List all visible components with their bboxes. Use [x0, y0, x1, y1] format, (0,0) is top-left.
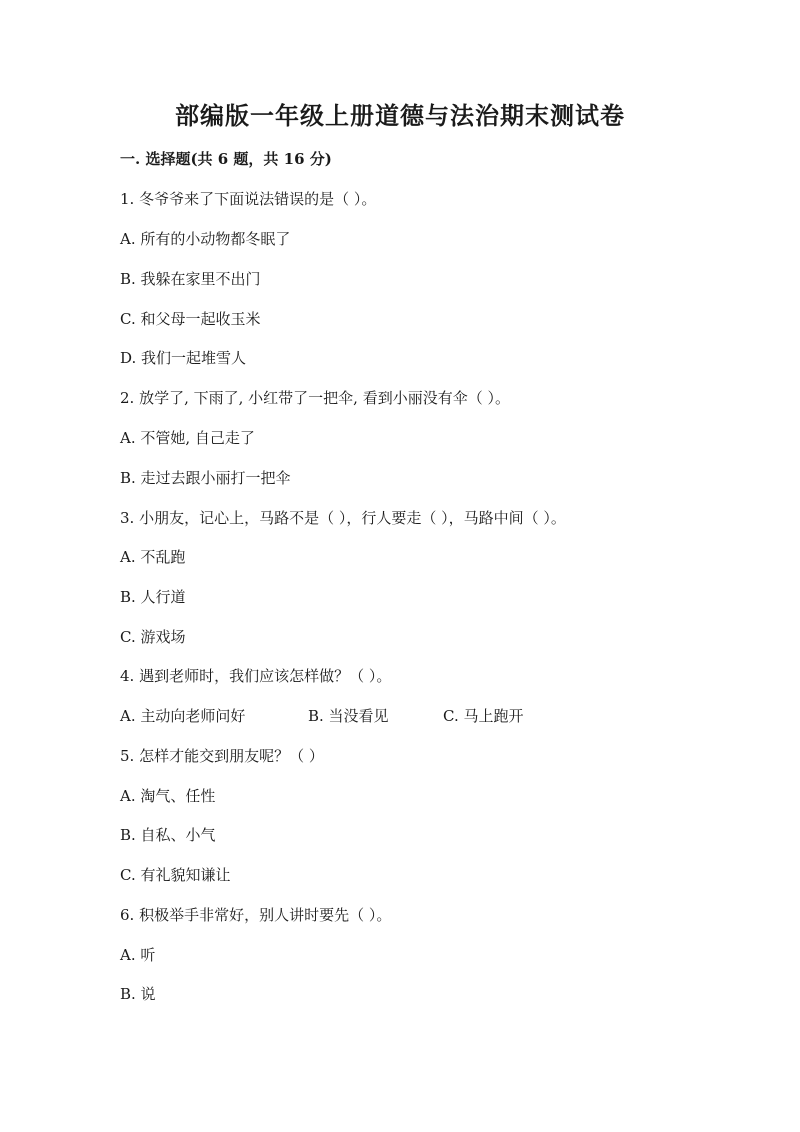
question-3-option-a: A. 不乱跑 [120, 548, 186, 566]
question-5-stem: 5. 怎样才能交到朋友呢？（ ） [120, 747, 324, 765]
question-1-option-a: A. 所有的小动物都冬眠了 [120, 230, 291, 248]
question-2-stem: 2. 放学了, 下雨了, 小红带了一把伞, 看到小丽没有伞（ ）。 [120, 389, 510, 407]
question-4-stem: 4. 遇到老师时，我们应该怎样做？（ ）。 [120, 667, 392, 685]
question-1-stem: 1. 冬爷爷来了下面说法错误的是（ ）。 [120, 190, 377, 208]
question-6-option-a: A. 听 [120, 946, 156, 964]
question-4-option-c: C. 马上跑开 [443, 707, 524, 725]
question-3-stem: 3. 小朋友，记心上，马路不是（ ），行人要走（ ），马路中间（ ）。 [120, 509, 566, 527]
question-3-option-b: B. 人行道 [120, 588, 186, 606]
page-title: 部编版一年级上册道德与法治期末测试卷 [175, 101, 625, 130]
question-2-option-b: B. 走过去跟小丽打一把伞 [120, 469, 291, 487]
question-5-option-a: A. 淘气、任性 [120, 787, 216, 805]
question-4-option-b: B. 当没看见 [308, 707, 389, 725]
question-1-option-d: D. 我们一起堆雪人 [120, 349, 247, 367]
question-3-option-c: C. 游戏场 [120, 628, 186, 646]
question-5-option-c: C. 有礼貌知谦让 [120, 866, 231, 884]
question-5-option-b: B. 自私、小气 [120, 826, 216, 844]
question-6-stem: 6. 积极举手非常好，别人讲时要先（ ）。 [120, 906, 392, 924]
question-1-option-b: B. 我躲在家里不出门 [120, 270, 261, 288]
section-heading: 一. 选择题(共 6 题，共 16 分) [120, 150, 332, 168]
question-4-option-a: A. 主动向老师问好 [120, 707, 246, 725]
question-1-option-c: C. 和父母一起收玉米 [120, 310, 261, 328]
question-6-option-b: B. 说 [120, 985, 156, 1003]
question-2-option-a: A. 不管她, 自己走了 [120, 429, 255, 447]
